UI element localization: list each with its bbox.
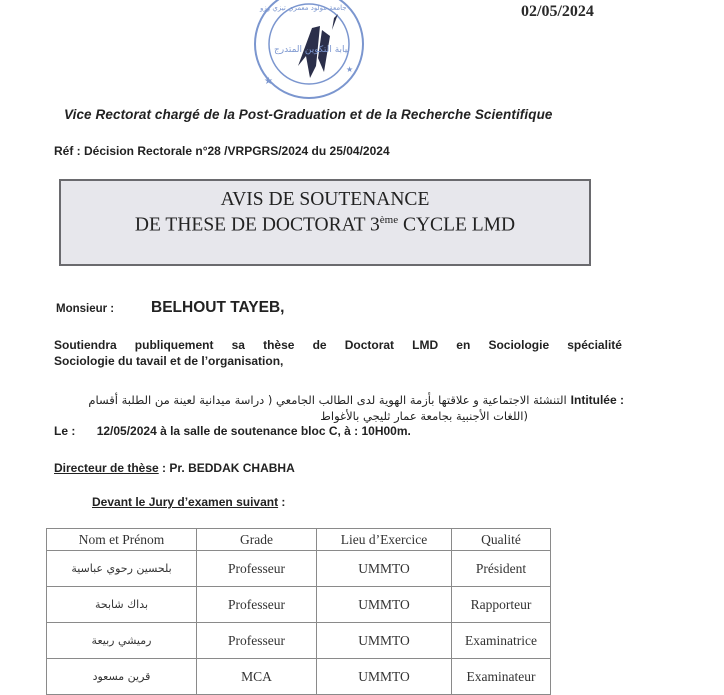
jury-intro-label: Devant le Jury d’examen suivant [92,495,279,509]
header-name: Nom et Prénom [47,529,197,551]
defense-date: 12/05/2024 [96,424,157,438]
document-date: 02/05/2024 [521,3,594,20]
header-role: Qualité [452,529,551,551]
director-separator: : [158,461,170,475]
reference-line: Réf : Décision Rectorale n°28 /VRPGRS/2024 du 25/04/2024 [54,144,390,158]
title-line-2-sup: ème [379,214,399,226]
jury-role: Rapporteur [452,587,551,623]
word: sa [231,338,245,352]
description-line-1 [54,337,622,353]
jury-grade: Professeur [197,551,317,587]
thesis-description [54,337,622,369]
jury-grade: Professeur [197,587,317,623]
word: de [312,338,327,352]
thesis-director [54,461,295,475]
word: en [456,338,471,352]
vice-rectorat-heading: Vice Rectorat chargé de la Post-Graduation et de la Recherche Scientifique [64,107,553,122]
header-location: Lieu d’Exercice [317,529,452,551]
header-grade: Grade [197,529,317,551]
jury-role: Examinatrice [452,623,551,659]
stamp-outer-text: جامعة مولود معمري تيزي وزو [260,4,347,12]
svg-text:★: ★ [264,76,273,87]
jury-location: UMMTO [317,551,452,587]
svg-text:★: ★ [346,65,354,74]
thesis-title-arabic-line-1: التنشئة الاجتماعية و علاقتها بأزمة الهوية لدى الطالب الجامعي ( دراسة ميدانية لعينة من الطلبة أقسام [88,393,567,407]
candidate-label: Monsieur : [56,303,115,315]
word: Sociologie [488,338,550,352]
thesis-title-arabic-line-2: اللغات الأجنبية بجامعة عمار ثليجي بالأغواط) [320,409,528,423]
director-label: Directeur de thèse [54,461,159,475]
director-name: Pr. BEDDAK CHABHA [169,461,295,475]
word: publiquement [134,338,214,352]
jury-name: بداك شابحة [47,587,197,623]
table-row [47,623,551,659]
jury-intro-suffix: : [278,495,286,509]
thesis-title [54,392,624,424]
jury-name: بلحسين رحوي عباسية [47,551,197,587]
title-line-2 [61,214,589,237]
description-line-2: Sociologie du tavail et de l’organisation, [54,354,284,368]
stamp-inner-text: نيابة التكوين المتدرج [274,45,350,55]
word: Doctorat [344,338,395,352]
jury-intro [92,495,285,509]
title-line-2-prefix: DE THESE DE DOCTORAT 3 [134,214,380,236]
defense-schedule [54,424,411,438]
word: thèse [263,338,295,352]
word: Soutiendra [54,338,117,352]
word: spécialité [567,338,622,352]
jury-location: UMMTO [317,623,452,659]
jury-name: رميشي ربيعة [47,623,197,659]
jury-location: UMMTO [317,587,452,623]
table-row [47,659,551,695]
schedule-label: Le : [54,424,76,438]
jury-role: Examinateur [452,659,551,695]
jury-name: قرين مسعود [47,659,197,695]
jury-location: UMMTO [317,659,452,695]
jury-grade: MCA [197,659,317,695]
jury-table-header [47,529,551,551]
title-box [59,179,591,266]
intitulee-label: Intitulée : [570,393,624,407]
table-row [47,587,551,623]
jury-role: Président [452,551,551,587]
candidate-name: BELHOUT TAYEB, [151,299,285,316]
title-line-1: AVIS DE SOUTENANCE [220,189,430,210]
defense-details: à la salle de soutenance bloc C, à : 10H00m. [160,424,411,438]
jury-grade: Professeur [197,623,317,659]
university-seal-icon [250,0,368,106]
jury-table [46,528,551,695]
word: LMD [412,338,439,352]
title-line-2-suffix: CYCLE LMD [398,214,516,236]
table-row [47,551,551,587]
